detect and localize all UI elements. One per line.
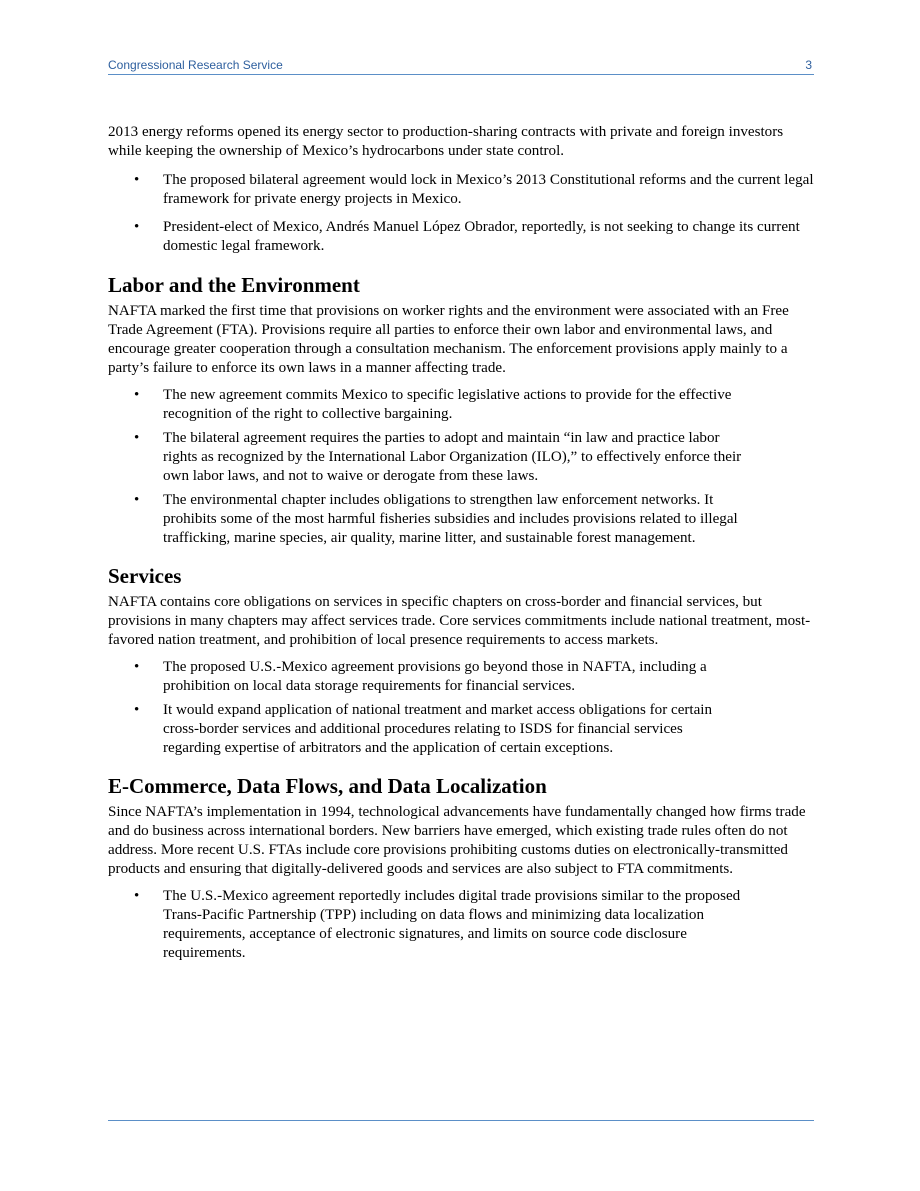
services-bullet-list [108,658,814,758]
bullet-icon: • [134,219,140,235]
page-body [108,123,814,963]
services-paragraph: NAFTA contains core obligations on services in specific chapters on cross-border and financial services, but provisions in many chapters may affect services trade. Core services commitments include national treatment, most-favored nation treatment, and prohibition of local presence requirements to access markets. [108,594,811,648]
list-item [108,887,814,963]
section-heading-services: Services [108,564,182,588]
list-item [108,701,814,758]
bullet-text: The U.S.-Mexico agreement reportedly includes digital trade provisions similar to the proposed Trans-Pacific Partnership (TPP) including on data flows and minimizing data localization requirements, acceptance of electronic signatures, and limits on source code disclosure requirements. [163,888,741,961]
header-source: Congressional Research Service [108,58,283,72]
bullet-icon: • [134,492,140,508]
bullet-text: The new agreement commits Mexico to specific legislative actions to provide for the effective recognition of the right to collective bargaining. [163,387,732,422]
bullet-icon: • [134,172,140,188]
list-item [108,386,814,424]
section-heading-ecommerce: E-Commerce, Data Flows, and Data Localization [108,774,547,798]
bullet-text: It would expand application of national treatment and market access obligations for certain cross-border services and additional procedures relating to ISDS for financial services regarding expertise of arbitrators and the application of certain exceptions. [163,702,713,756]
list-item [108,658,814,696]
list-item [108,171,814,209]
ecommerce-paragraph: Since NAFTA’s implementation in 1994, technological advancements have fundamentally changed how firms trade and do business across international borders. New barriers have emerged, which existing trade rules often do not address. More recent U.S. FTAs include core provisions prohibiting customs duties on electronically-transmitted products and ensuring that digitally-delivered goods and services are also subject to FTA commitments. [108,804,806,877]
intro-paragraph: 2013 energy reforms opened its energy sector to production-sharing contracts with private and foreign investors while keeping the ownership of Mexico’s hydrocarbons under state control. [108,124,784,159]
ecommerce-bullet-list [108,887,814,963]
page-header [108,56,814,75]
bullet-icon: • [134,430,140,446]
bullet-icon: • [134,387,140,403]
page-number: 3 [805,58,812,72]
bullet-text: The proposed U.S.-Mexico agreement provisions go beyond those in NAFTA, including a prohibition on local data storage requirements for financial services. [163,659,707,694]
section-heading-labor: Labor and the Environment [108,273,360,297]
bullet-text: President-elect of Mexico, Andrés Manuel López Obrador, reportedly, is not seeking to change its current domestic legal framework. [163,219,800,254]
bullet-icon: • [134,888,140,904]
list-item [108,218,814,256]
bullet-text: The bilateral agreement requires the parties to adopt and maintain “in law and practice labor rights as recognized by the International Labor Organization (ILO),” to effectively enforce their own labor laws, and not to waive or derogate from these laws. [163,430,742,484]
bullet-icon: • [134,702,140,718]
list-item [108,491,814,548]
bullet-icon: • [134,659,140,675]
list-item [108,429,814,486]
footer-divider [108,1120,814,1121]
labor-bullet-list [108,386,814,548]
bullet-text: The proposed bilateral agreement would lock in Mexico’s 2013 Constitutional reforms and the current legal framework for private energy projects in Mexico. [163,172,814,207]
intro-bullet-list [108,171,814,256]
bullet-text: The environmental chapter includes obligations to strengthen law enforcement networks. It prohibits some of the most harmful fisheries subsidies and includes provisions related to illegal trafficking, marine species, air quality, marine litter, and sustainable forest management. [163,492,738,546]
labor-paragraph: NAFTA marked the first time that provisions on worker rights and the environment were associated with an Free Trade Agreement (FTA). Provisions require all parties to enforce their own labor and environmental laws, and encourage greater cooperation through a consultation mechanism. The enforcement provisions apply mainly to a party’s failure to enforce its own laws in a manner affecting trade. [108,303,789,376]
